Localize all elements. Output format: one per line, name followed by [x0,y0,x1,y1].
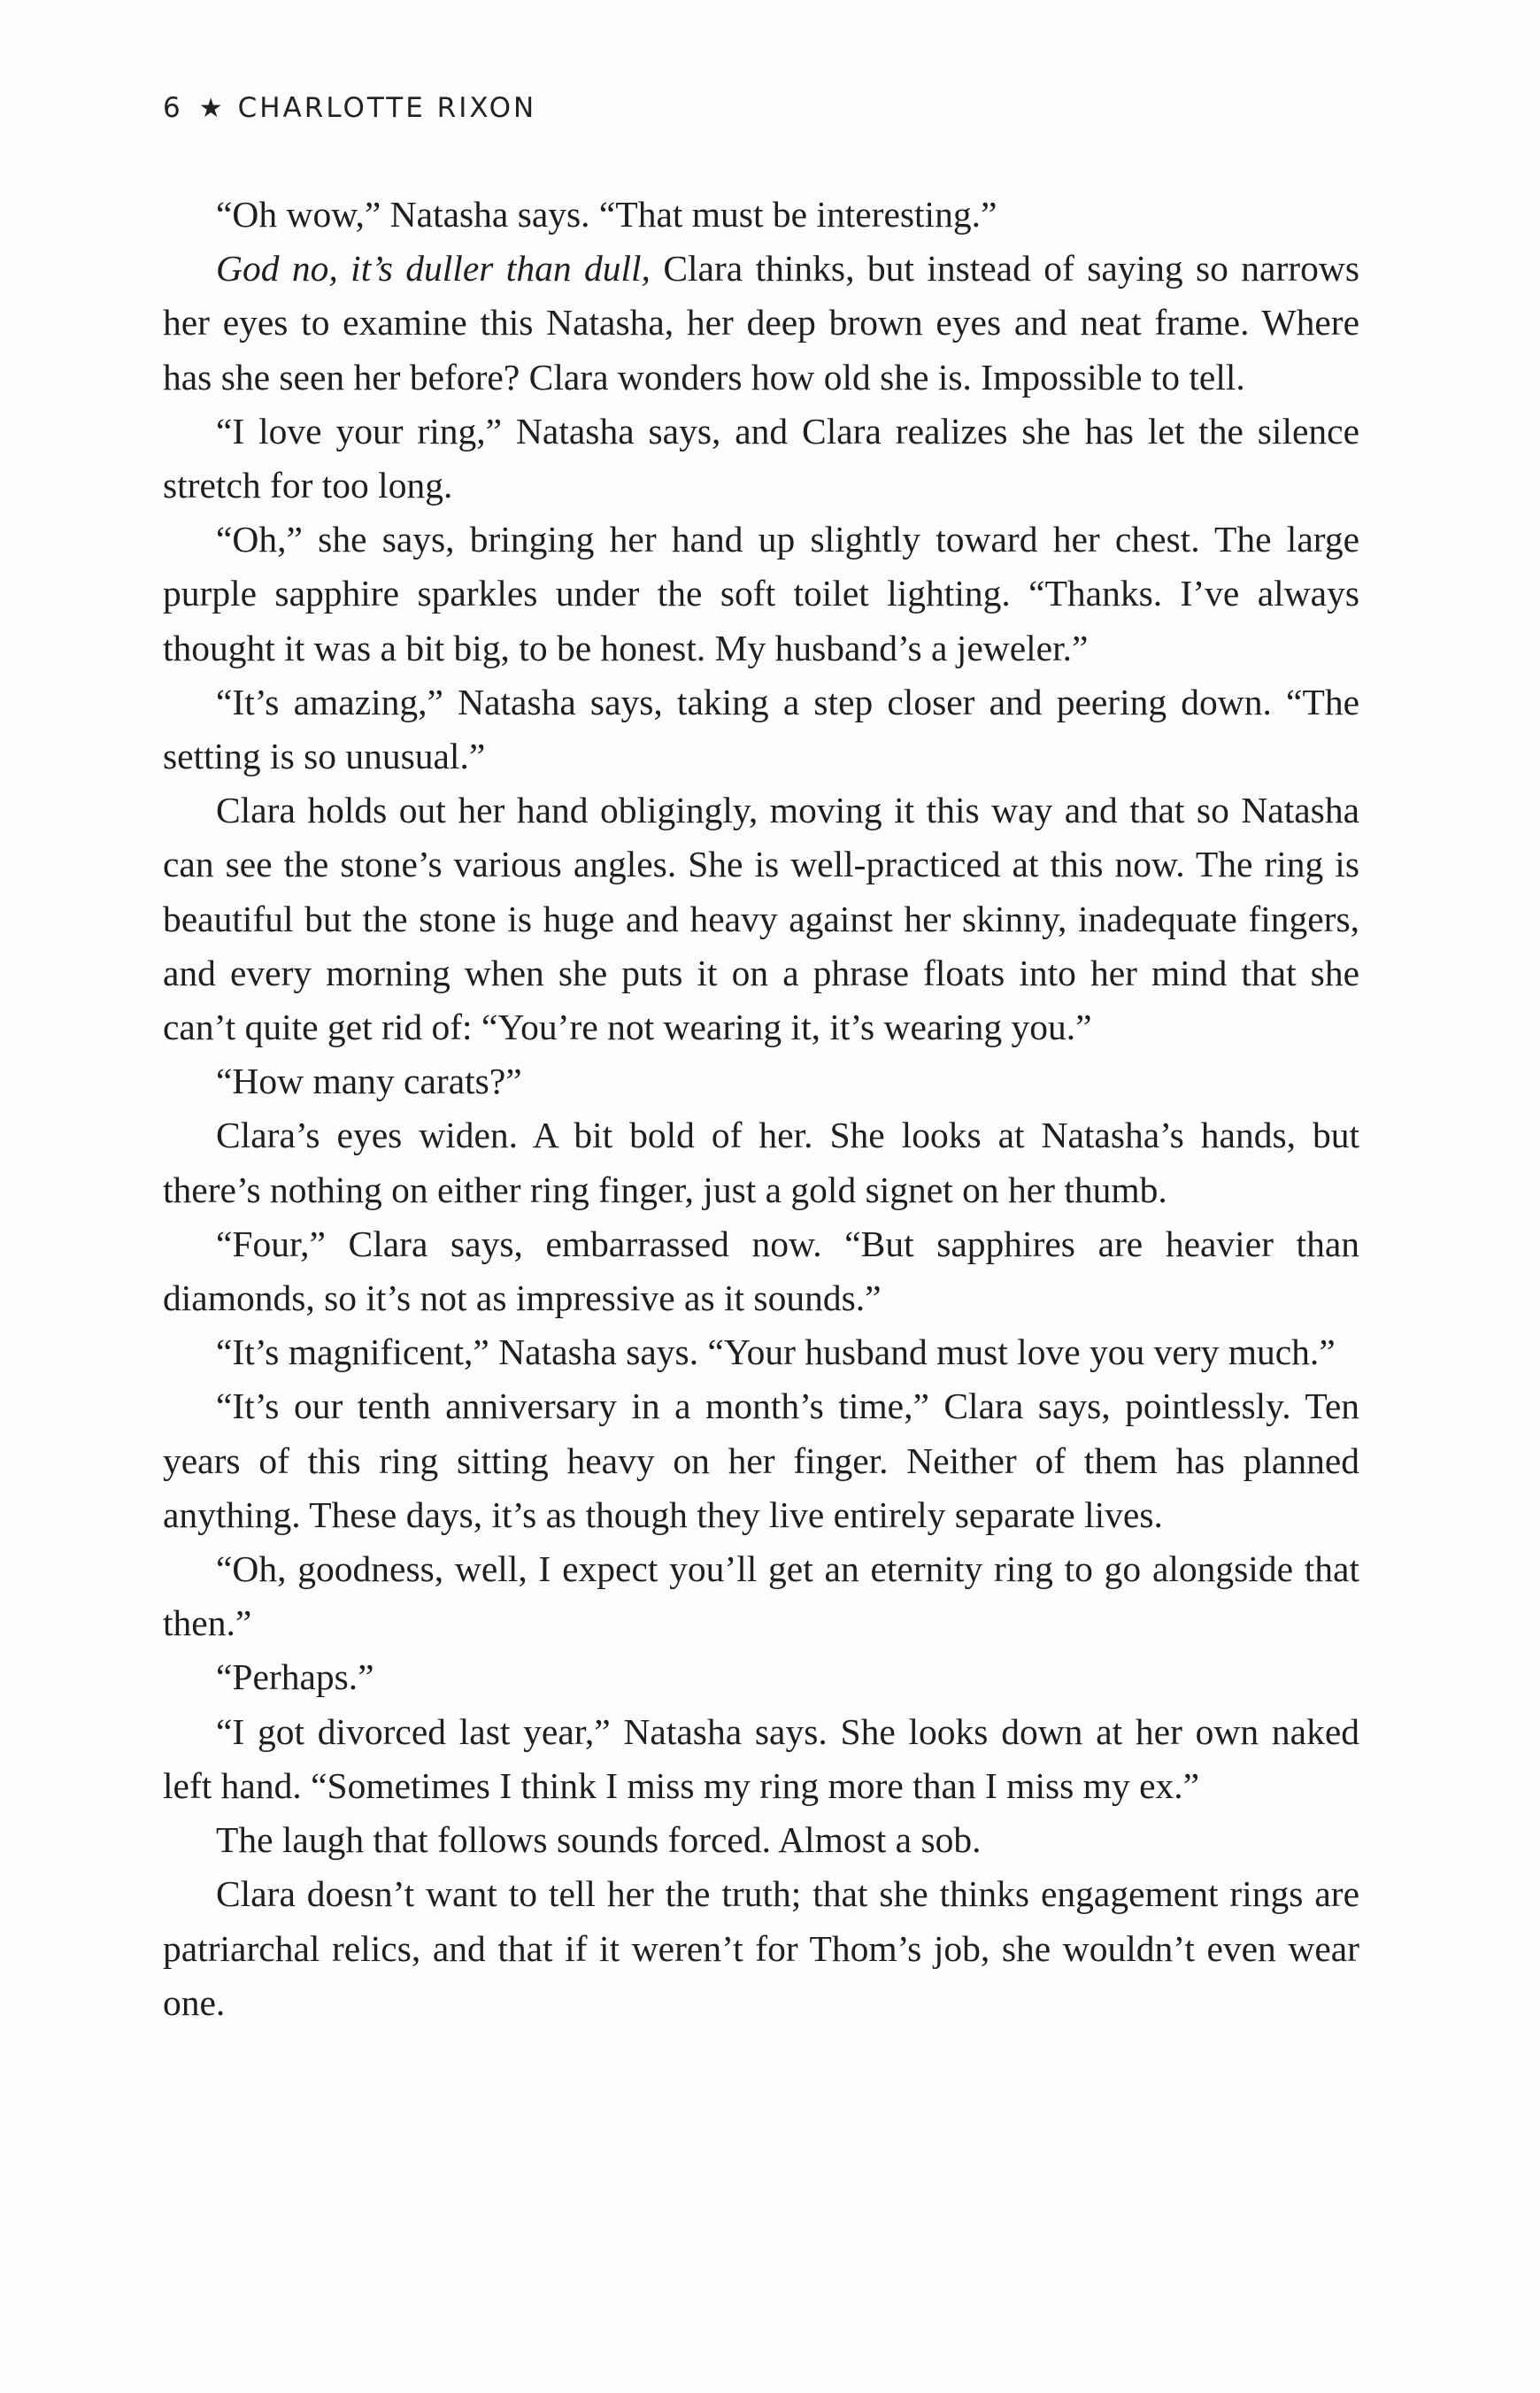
paragraph: God no, it’s duller than dull, Clara thinks, but instead of saying so narrows her eyes to examine this Natasha, her deep brown eyes and neat frame. Where has she seen her before? Clara wonders how old she is. Impossible to tell. [163,248,1359,398]
paragraph: “I love your ring,” Natasha says, and Clara realizes she has let the silence stretch for too long. [163,410,1359,506]
paragraph: “How many carats?” [216,1061,522,1102]
paragraph: Clara doesn’t want to tell her the truth; that she thinks engagement rings are patriarchal relics, and that if it weren’t for Thom’s job, she wouldn’t even wear one. [163,1873,1359,2023]
paragraph: “Oh wow,” Natasha says. “That must be interesting.” [216,194,997,235]
italic-thought: God no, it’s duller than dull, [216,248,651,289]
paragraph: “Oh,” she says, bringing her hand up slightly toward her chest. The large purple sapphire sparkles under the soft toilet lighting. “Thanks. I’ve always thought it was a bit big, to be honest. My husband’s a jeweler.” [163,519,1359,668]
paragraph: “I got divorced last year,” Natasha says. She looks down at her own naked left hand. “Sometimes I think I miss my ring more than I miss my ex.” [163,1710,1359,1806]
paragraph: “Perhaps.” [216,1656,374,1698]
running-head [163,92,536,124]
paragraph: “It’s our tenth anniversary in a month’s time,” Clara says, pointlessly. Ten years of this ring sitting heavy on her finger. Neither of them has planned anything. These days, it’s as though they live entirely separate lives. [163,1386,1359,1535]
paragraph: Clara holds out her hand obligingly, moving it this way and that so Natasha can see the stone’s various angles. She is well-practiced at this now. The ring is beautiful but the stone is huge and heavy against her skinny, inadequate fingers, and every morning when she puts it on a phrase floats into her mind that she can’t quite get rid of: “You’re not wearing it, it’s wearing you.” [163,790,1359,1048]
paragraph: “Four,” Clara says, embarrassed now. “But sapphires are heavier than diamonds, so it’s not as impressive as it sounds.” [163,1223,1359,1319]
paragraph: “It’s magnificent,” Natasha says. “Your husband must love you very much.” [216,1332,1336,1373]
body-text [163,188,1359,2030]
paragraph: “Oh, goodness, well, I expect you’ll get an eternity ring to go alongside that then.” [163,1548,1359,1644]
paragraph: The laugh that follows sounds forced. Almost a sob. [216,1819,982,1861]
author-name: CHARLOTTE RIXON [237,92,537,124]
paragraph: Clara’s eyes widen. A bit bold of her. She looks at Natasha’s hands, but there’s nothing on either ring finger, just a gold signet on her thumb. [163,1115,1359,1210]
paragraph: “It’s amazing,” Natasha says, taking a step closer and peering down. “The setting is so unusual.” [163,681,1359,777]
star-separator-icon: ★ [198,93,226,124]
page-number: 6 [163,92,183,124]
